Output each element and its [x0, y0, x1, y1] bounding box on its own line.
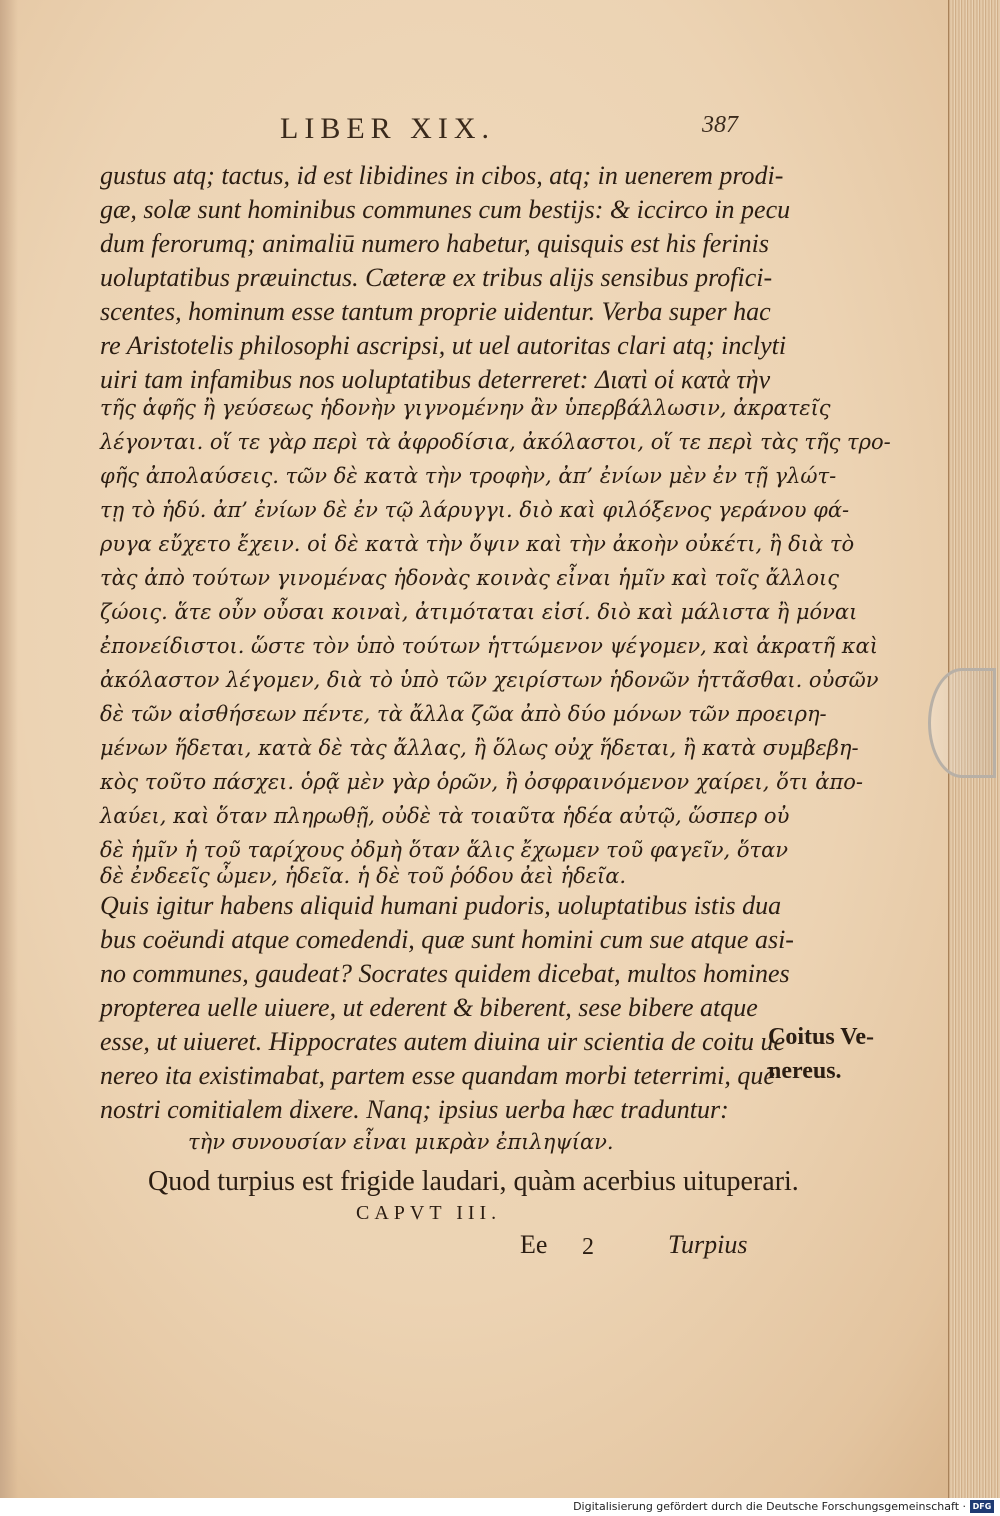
greek-line: λέγονται. οἵ τε γὰρ περὶ τὰ ἀφροδίσια, ἀκόλαστοι, οἵ τε περὶ τὰς τῆς τρο-: [100, 430, 891, 454]
greek-line: λαύει, καὶ ὅταν πληρωθῇ, οὐδὲ τὰ τοιαῦτα ἡδέα αὐτῷ, ὥσπερ οὐ: [100, 804, 790, 828]
text-line: uoluptatibus præuinctus. Cæteræ ex tribus alijs sensibus profici-: [100, 263, 773, 292]
gutter-shadow: [0, 0, 18, 1498]
greek-line: μένων ἥδεται, κατὰ δὲ τὰς ἄλλας, ἢ ὅλως οὐχ ἥδεται, ἢ κατὰ συμβεβη-: [100, 736, 859, 760]
greek-line: τῃ τὸ ἡδύ. ἀπ’ ἐνίων δὲ ἐν τῷ λάρυγγι. διὸ καὶ φιλόξενος γεράνου φά-: [100, 498, 850, 522]
text-line: no communes, gaudeat? Socrates quidem dicebat, multos homines: [100, 959, 790, 988]
greek-line: ἐπονείδιστοι. ὥστε τὸν ὑπὸ τούτων ἡττώμενον ψέγομεν, καὶ ἀκρατῆ καὶ: [100, 634, 878, 658]
credit-footer: [0, 1498, 1000, 1516]
greek-line: τῆς ἁφῆς ἢ γεύσεως ἡδονὴν γιγνομένην ἂν ὑπερβάλλωσιν, ἀκρατεῖς: [100, 396, 831, 420]
greek-line: ἀκόλαστον λέγομεν, διὰ τὸ ὑπὸ τῶν χειρίστων ἡδονῶν ἡττᾶσθαι. οὐσῶν: [100, 668, 879, 692]
chapter-number: CAPVT III.: [356, 1202, 502, 1224]
page-number: 387: [702, 112, 738, 138]
credit-text: Digitalisierung gefördert durch die Deutsche Forschungsgemeinschaft ·: [573, 1500, 966, 1513]
text-line: scentes, hominum esse tantum proprie uidentur. Verba super hac: [100, 297, 771, 326]
greek-line: ζώοις. ἅτε οὖν οὖσαι κοιναὶ, ἀτιμόταται εἰσί. διὸ καὶ μάλιστα ἢ μόναι: [100, 600, 858, 624]
greek-line: δὲ ἐνδεεῖς ὦμεν, ἡδεῖα. ἡ δὲ τοῦ ῥόδου ἀεὶ ἡδεῖα.: [100, 864, 627, 888]
greek-line: ρυγα εὔχετο ἔχειν. οἱ δὲ κατὰ τὴν ὄψιν καὶ τὴν ἀκοὴν οὐκέτι, ἢ διὰ τὸ: [100, 532, 855, 556]
text-line: Quis igitur habens aliquid humani pudoris, uoluptatibus istis dua: [100, 891, 782, 920]
greek-line: δὲ ἡμῖν ἡ τοῦ ταρίχους ὀδμὴ ὅταν ἅλις ἔχωμεν τοῦ φαγεῖν, ὅταν: [100, 838, 789, 862]
chapter-heading: Quod turpius est frigide laudari, quàm acerbius uituperari.: [148, 1166, 799, 1197]
running-head: LIBER XIX.: [280, 112, 495, 145]
greek-line: κὸς τοῦτο πάσχει. ὁρᾷ μὲν γὰρ ὁρῶν, ἢ ὀσφραινόμενον χαίρει, ὅτι ἀπο-: [100, 770, 864, 794]
text-line: gustus atq; tactus, id est libidines in cibos, atq; in uenerem prodi-: [100, 161, 784, 190]
text-line: bus coëundi atque comedendi, quæ sunt homini cum sue atque asi-: [100, 925, 794, 954]
text-line: propterea uelle uiuere, ut ederent & biberent, sese bibere atque: [100, 993, 758, 1022]
text-line: dum ferorumq; animaliū numero habetur, quisquis est his ferinis: [100, 229, 770, 258]
text-line: nostri comitialem dixere. Nanq; ipsius uerba hæc traduntur:: [100, 1095, 729, 1124]
greek-quote: τὴν συνουσίαν εἶναι μικρὰν ἐπιληψίαν.: [188, 1130, 614, 1154]
text-line: nereo ita existimabat, partem esse quandam morbi teterrimi, quē: [100, 1061, 775, 1090]
greek-line: δὲ τῶν αἰσθήσεων πέντε, τὰ ἄλλα ζῶα ἀπὸ δύο μόνων τῶν προειρη-: [100, 702, 827, 726]
margin-note-line: Coitus Ve-: [768, 1024, 875, 1050]
margin-note-line: nereus.: [768, 1058, 842, 1084]
text-line: gæ, solæ sunt hominibus communes cum bestijs: & iccirco in pecu: [100, 195, 791, 224]
text-line: uiri tam infamibus nos uoluptatibus deterreret: Διατὶ οἱ κατὰ τὴν: [100, 365, 771, 394]
dfg-logo-icon: DFG: [970, 1500, 994, 1513]
signature-number: 2: [582, 1234, 594, 1260]
signature-mark: Ee: [520, 1230, 548, 1259]
greek-line: φῆς ἀπολαύσεις. τῶν δὲ κατὰ τὴν τροφὴν, ἀπ’ ἐνίων μὲν ἐν τῇ γλώτ-: [100, 464, 837, 488]
text-line: esse, ut uiueret. Hippocrates autem diuina uir scientia de coitu ue: [100, 1027, 786, 1056]
text-line: re Aristotelis philosophi ascripsi, ut uel autoritas clari atq; inclyti: [100, 331, 787, 360]
greek-line: τὰς ἀπὸ τούτων γινομένας ἡδονὰς κοινὰς εἶναι ἡμῖν καὶ τοῖς ἄλλοις: [100, 566, 840, 590]
clasp-icon: [928, 668, 996, 778]
catchword: Turpius: [668, 1230, 748, 1259]
